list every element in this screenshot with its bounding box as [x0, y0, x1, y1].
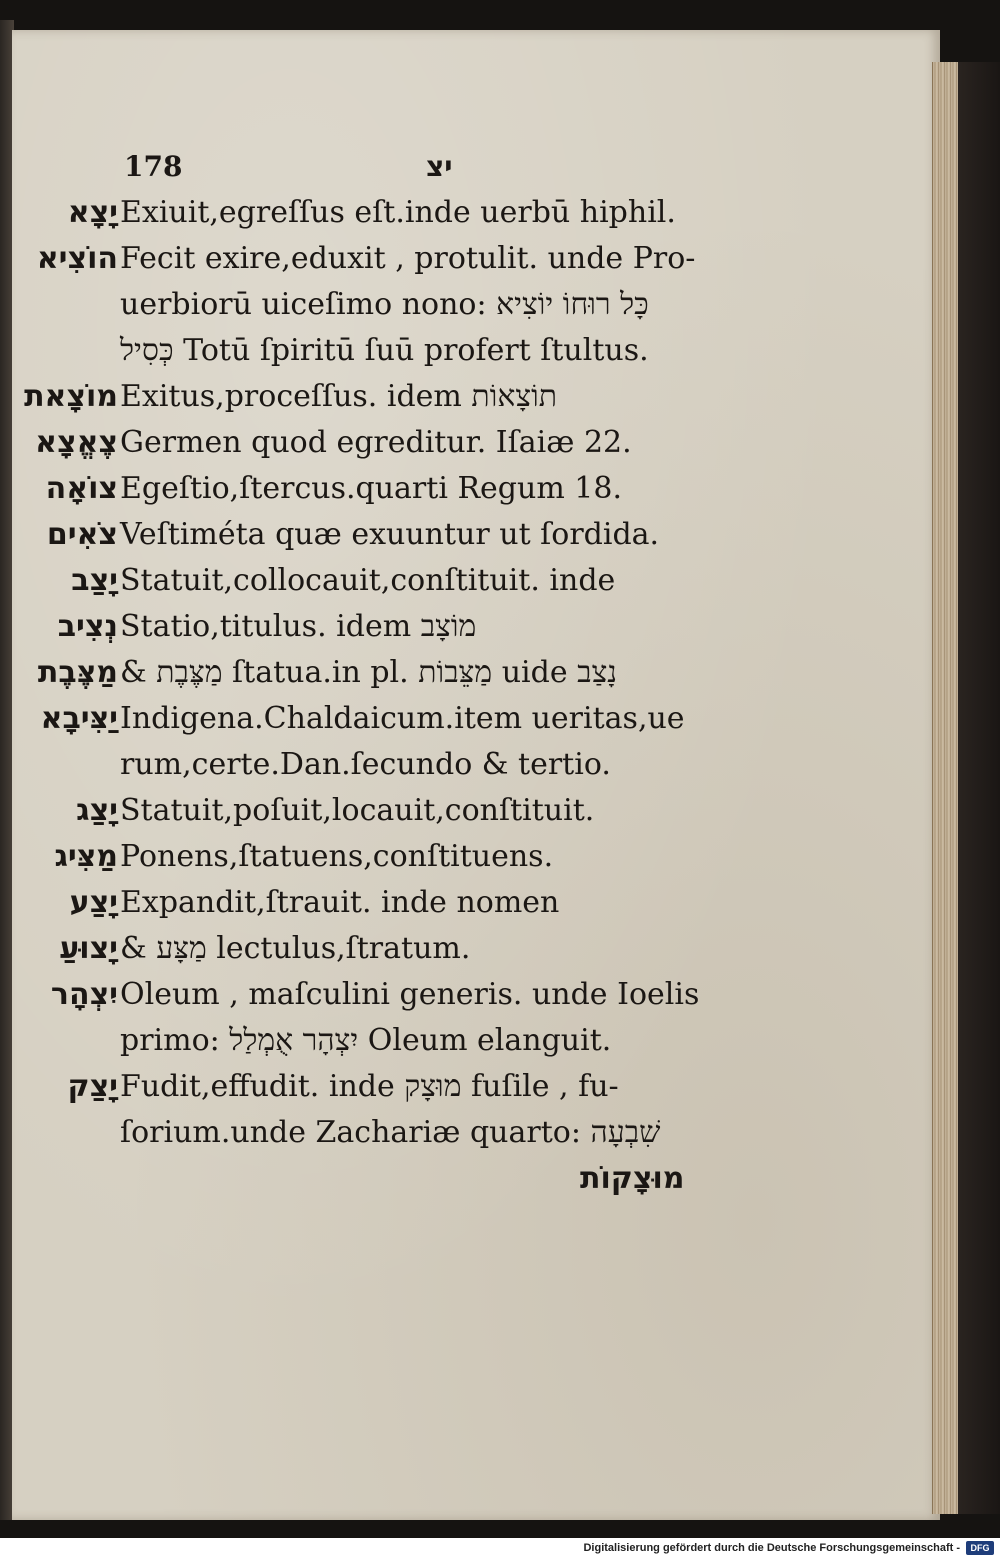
entry-line — [0, 604, 940, 650]
latin-gloss: Veſtiméta quæ exuuntur ut ſordida. — [120, 517, 660, 552]
latin-gloss-continuation: ſorium.unde Zachariæ quarto: שִׁבְעָה — [120, 1115, 661, 1150]
latin-gloss-continuation: rum,certe.Dan.ſecundo & tertio. — [120, 747, 611, 782]
hebrew-headword: יִצְהָר — [50, 977, 118, 1012]
latin-gloss-continuation: uerbiorū uiceſimo nono: כָּל רוּחוֹ יוֹצִיא — [120, 287, 649, 322]
catchword: מוּצָקוֹת — [580, 1161, 685, 1196]
entry-line — [0, 420, 940, 466]
entry-line — [0, 650, 940, 696]
hebrew-headword: מַצִּיג — [54, 839, 118, 874]
entry-line — [0, 926, 940, 972]
hebrew-headword: מַצֶּבֶת — [37, 655, 118, 690]
latin-gloss: Expandit,ſtrauit. inde nomen — [120, 885, 560, 920]
dictionary-text-block — [0, 150, 940, 1250]
folio-number: 178 — [124, 150, 183, 183]
hebrew-headword: צֶאֱצָא — [35, 425, 118, 460]
hebrew-headword: נְצִיב — [57, 609, 118, 644]
footer-bar — [0, 1538, 1000, 1558]
binding-strip — [958, 62, 1000, 1514]
funding-credit: Digitalisierung gefördert durch die Deutsche Forschungsgemeinschaft - — [583, 1542, 960, 1554]
entry-line — [0, 1018, 940, 1064]
dfg-logo-icon: DFG — [966, 1541, 994, 1555]
hebrew-headword: הוֹצִיא — [36, 241, 118, 276]
entry-line — [0, 328, 940, 374]
entry-line — [0, 282, 940, 328]
running-head: יצ — [426, 150, 453, 183]
hebrew-headword: יָצָא — [67, 195, 118, 230]
latin-gloss-continuation: primo: יִצְהָר אֻמְלַל Oleum elanguit. — [120, 1023, 612, 1058]
latin-gloss: Indigena.Chaldaicum.item ueritas,ue — [120, 701, 685, 736]
latin-gloss: & מַצֶּבֶת ſtatua.in pl. מַצֵּבוֹת uide נָצַב — [120, 655, 618, 690]
entry-line — [0, 972, 940, 1018]
entry-line — [0, 558, 940, 604]
latin-gloss: Germen quod egreditur. Iſaiæ 22. — [120, 425, 632, 460]
latin-gloss: & מַצָּע lectulus,ſtratum. — [120, 931, 471, 966]
latin-gloss: Ponens,ſtatuens,conſtituens. — [120, 839, 554, 874]
hebrew-headword: יָצַע — [69, 885, 118, 920]
entry-line — [0, 788, 940, 834]
latin-gloss: Fecit exire,eduxit , protulit. unde Pro- — [120, 241, 696, 276]
entry-line — [0, 1064, 940, 1110]
latin-gloss: Egeſtio,ſtercus.quarti Regum 18. — [120, 471, 623, 506]
entry-line — [0, 1156, 940, 1202]
entry-line — [0, 696, 940, 742]
hebrew-headword: מוֹצָאת — [24, 379, 118, 414]
latin-gloss-continuation: כְּסִיל Totū ſpiritū ſuū profert ſtultus. — [120, 333, 649, 368]
entry-line — [0, 880, 940, 926]
hebrew-headword: צֹאִים — [46, 517, 118, 552]
hebrew-headword: יָצוּעַ — [59, 931, 118, 966]
latin-gloss: Fudit,effudit. inde מוּצָק fuſile , fu- — [120, 1069, 619, 1104]
hebrew-headword: יַצִּיבָא — [40, 701, 118, 736]
hebrew-headword: יָצַק — [67, 1069, 118, 1104]
entry-line — [0, 190, 940, 236]
hebrew-headword: צוֹאָה — [45, 471, 118, 506]
latin-gloss: Statio,titulus. idem מוֹצָב — [120, 609, 477, 644]
latin-gloss: Exiuit,egreſſus eſt.inde uerbū hiphil. — [120, 195, 676, 230]
entry-line — [0, 1110, 940, 1156]
latin-gloss: Exitus,proceſſus. idem תוֹצָאוֹת — [120, 379, 558, 414]
entry-line — [0, 466, 940, 512]
entry-line — [0, 236, 940, 282]
latin-gloss: Statuit,collocauit,conſtituit. inde — [120, 563, 616, 598]
latin-gloss: Oleum , maſculini generis. unde Ioelis — [120, 977, 700, 1012]
entry-line — [0, 374, 940, 420]
entry-line — [0, 742, 940, 788]
latin-gloss: Statuit,poſuit,locauit,conſtituit. — [120, 793, 595, 828]
entry-line — [0, 834, 940, 880]
hebrew-headword: יָצַג — [76, 793, 118, 828]
hebrew-headword: יָצַב — [71, 563, 118, 598]
entry-line — [0, 512, 940, 558]
